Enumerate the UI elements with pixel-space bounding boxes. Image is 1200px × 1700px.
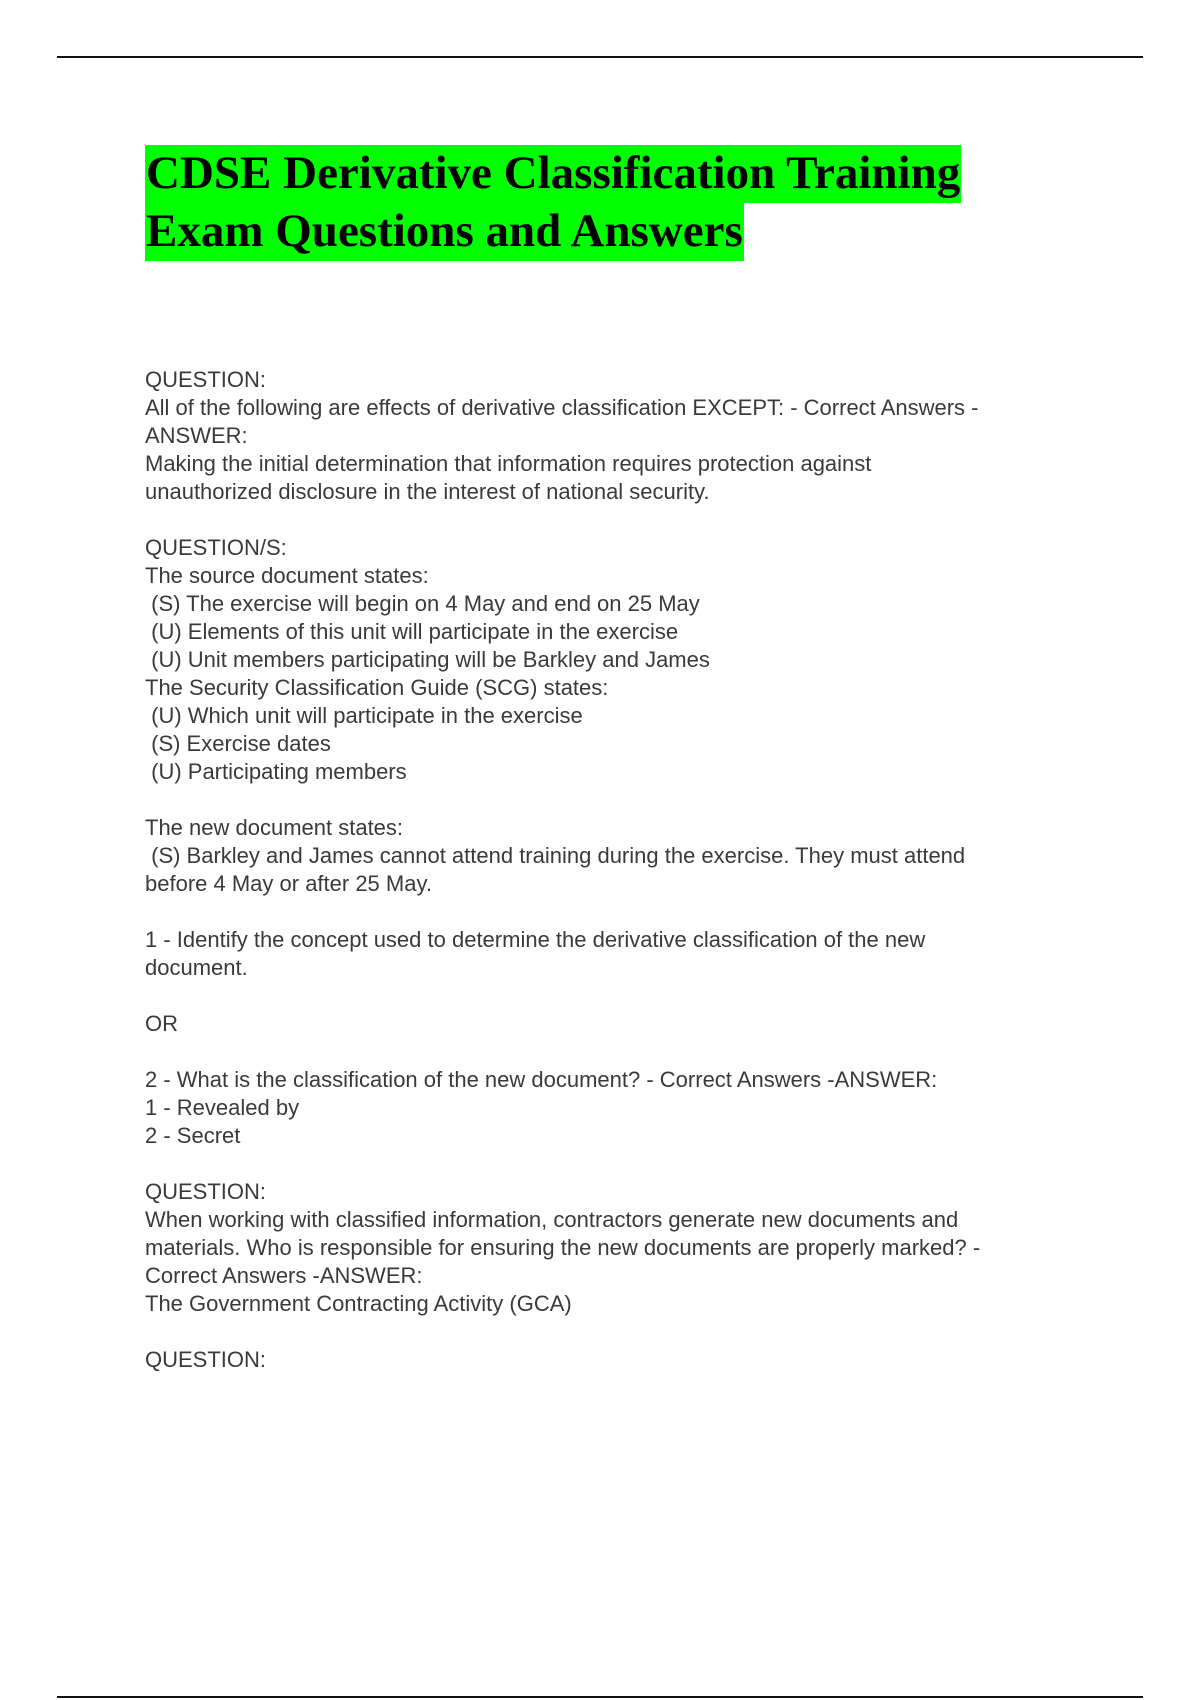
title-line-2: Exam Questions and Answers [145,203,744,261]
blank-line [145,506,1085,534]
text-line: QUESTION: [145,367,267,392]
text-line: The Security Classification Guide (SCG) states: [145,675,609,700]
text-line: The source document states: [145,563,429,588]
blank-line [145,786,1085,814]
text-line: QUESTION/S: [145,535,287,560]
text-line: (S) Exercise dates [145,731,331,756]
text-line: unauthorized disclosure in the interest of national security. [145,479,710,504]
blank-line [145,1038,1085,1066]
text-line: The new document states: [145,815,404,840]
text-line: (U) Participating members [145,759,407,784]
blank-line [145,1318,1085,1346]
blank-line [145,982,1085,1010]
text-line: (U) Elements of this unit will participate in the exercise [145,619,679,644]
blank-line [145,1150,1085,1178]
text-line: (U) Which unit will participate in the exercise [145,703,583,728]
text-line: OR [145,1011,178,1036]
text-line: Correct Answers -ANSWER: [145,1263,423,1288]
text-line: All of the following are effects of derivative classification EXCEPT: - Correct Answers - [145,395,979,420]
text-line: QUESTION: [145,1347,267,1372]
text-line: 1 - Revealed by [145,1095,300,1120]
text-line: document. [145,955,248,980]
text-line: materials. Who is responsible for ensuring the new documents are properly marked? - [145,1235,981,1260]
footer-rule [57,1696,1143,1698]
text-line: before 4 May or after 25 May. [145,871,432,896]
text-line: 1 - Identify the concept used to determine the derivative classification of the new [145,927,926,952]
text-line: 2 - Secret [145,1123,241,1148]
document-title [145,145,1105,261]
document-body [145,366,1085,1374]
header-rule [57,56,1143,58]
text-line: Making the initial determination that information requires protection against [145,451,872,476]
text-line: (S) Barkley and James cannot attend training during the exercise. They must attend [145,843,966,868]
text-line: (U) Unit members participating will be Barkley and James [145,647,710,672]
text-line: When working with classified information, contractors generate new documents and [145,1207,959,1232]
text-line: 2 - What is the classification of the new document? - Correct Answers -ANSWER: [145,1067,938,1092]
text-line: (S) The exercise will begin on 4 May and end on 25 May [145,591,700,616]
title-line-1: CDSE Derivative Classification Training [145,145,961,203]
text-line: ANSWER: [145,423,248,448]
text-line: The Government Contracting Activity (GCA) [145,1291,572,1316]
text-line: QUESTION: [145,1179,267,1204]
blank-line [145,898,1085,926]
